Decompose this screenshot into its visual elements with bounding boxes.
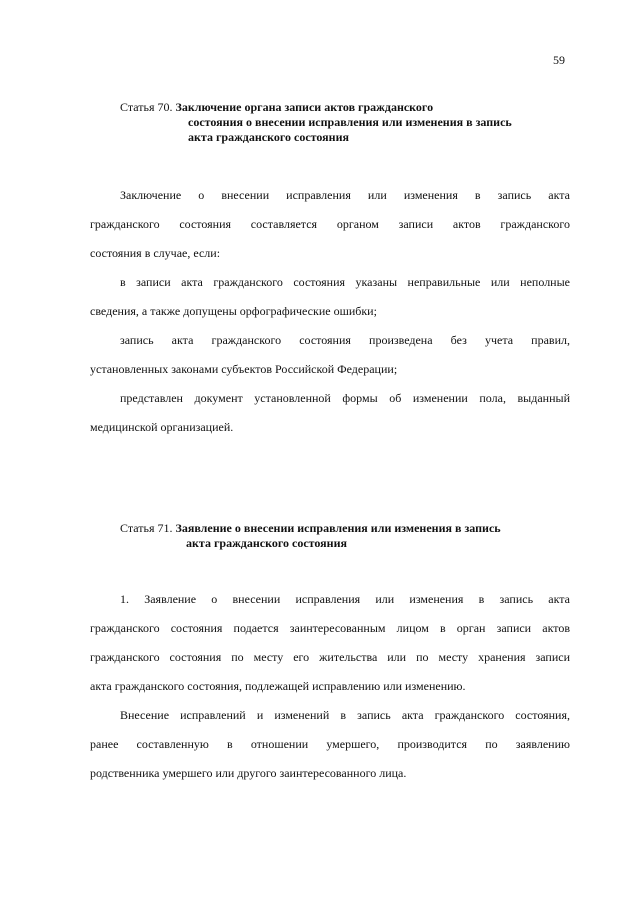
text-line: Заключение о внесении исправления или изменения в запись акта [120, 188, 570, 202]
text-line: сведения, а также допущены орфографические ошибки; [90, 304, 377, 318]
text-line: медицинской организацией. [90, 420, 234, 434]
text-line: представлен документ установленной формы об изменении пола, выданный [120, 391, 570, 405]
text-line: Внесение исправлений и изменений в запись акта гражданского состояния, [120, 708, 570, 722]
text-line: в записи акта гражданского состояния указаны неправильные или неполные [120, 275, 570, 289]
paragraph [90, 701, 570, 788]
text-line: гражданского состояния по месту его жительства или по месту хранения записи [90, 650, 570, 664]
paragraph [90, 181, 570, 268]
text-line: ранее составленную в отношении умершего, производится по заявлению [90, 737, 570, 751]
article-71-body [90, 585, 570, 788]
text-line: состояния в случае, если: [90, 246, 221, 260]
article-70-title-line: акта гражданского состояния [188, 130, 349, 144]
article-71-label: Статья 71. [120, 521, 173, 535]
text-line: 1. Заявление о внесении исправления или изменения в запись акта [120, 592, 570, 606]
text-line: акта гражданского состояния, подлежащей исправлению или изменению. [90, 679, 466, 693]
article-71-heading [90, 521, 570, 551]
text-line: запись акта гражданского состояния произведена без учета правил, [120, 333, 570, 347]
article-70-heading [90, 100, 570, 145]
article-70-label: Статья 70. [120, 100, 173, 114]
paragraph [90, 326, 570, 384]
article-70-title-line: Заключение органа записи актов гражданского [175, 100, 434, 114]
text-line: гражданского состояния составляется органом записи актов гражданского [90, 217, 570, 231]
article-71-title-line: Заявление о внесении исправления или изменения в запись [175, 521, 501, 535]
page-number: 59 [553, 53, 565, 67]
paragraph [90, 585, 570, 701]
paragraph [90, 268, 570, 326]
paragraph [90, 384, 570, 442]
article-71-title-line: акта гражданского состояния [186, 536, 347, 550]
article-70-body [90, 181, 570, 442]
article-70-title-line: состояния о внесении исправления или изменения в запись [188, 115, 512, 129]
text-line: гражданского состояния подается заинтересованным лицом в орган записи актов [90, 621, 570, 635]
text-line: установленных законами субъектов Российской Федерации; [90, 362, 398, 376]
text-line: родственника умершего или другого заинтересованного лица. [90, 766, 407, 780]
